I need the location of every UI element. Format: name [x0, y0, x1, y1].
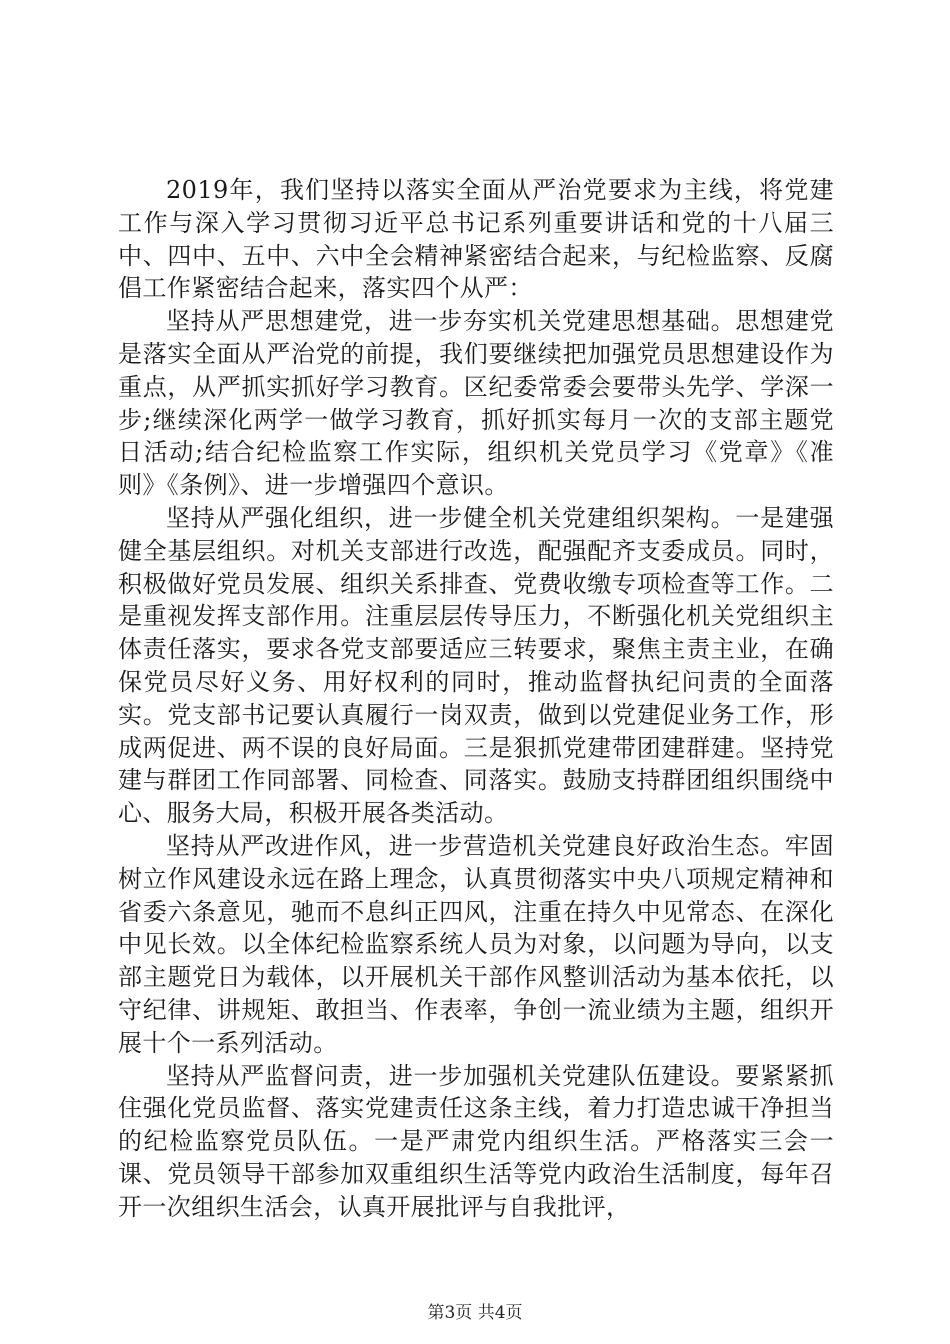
paragraph: 2019年，我们坚持以落实全面从严治党要求为主线，将党建工作与深入学习贯彻习近平总书记系列重要讲话和党的十八届三中、四中、五中、六中全会精神紧密结合起来，与纪检监察、反腐倡工作紧密结合起来，落实四个从严：	[118, 176, 834, 303]
paragraph: 坚持从严改进作风，进一步营造机关党建良好政治生态。牢固树立作风建设永远在路上理念，认真贯彻落实中央八项规定精神和省委六条意见，驰而不息纠正四风，注重在持久中见常态、在深化中见长效。以全体纪检监察系统人员为对象，以问题为导向，以支部主题党日为载体，以开展机关干部作风整训活动为基本依托，以守纪律、讲规矩、敢担当、作表率，争创一流业绩为主题，组织开展十个一系列活动。	[118, 831, 834, 1057]
paragraph: 坚持从严强化组织，进一步健全机关党建组织架构。一是建强健全基层组织。对机关支部进行改选，配强配齐支委成员。同时，积极做好党员发展、组织关系排查、党费收缴专项检查等工作。二是重视发挥支部作用。注重层层传导压力，不断强化机关党组织主体责任落实，要求各党支部要适应三转要求，聚焦主责主业，在确保党员尽好义务、用好权利的同时，推动监督执纪问责的全面落实。党支部书记要认真履行一岗双责，做到以党建促业务工作，形成两促进、两不误的良好局面。三是狠抓党建带团建群建。坚持党建与群团工作同部署、同检查、同落实。鼓励支持群团组织围绕中心、服务大局，积极开展各类活动。	[118, 503, 834, 828]
paragraph: 坚持从严思想建党，进一步夯实机关党建思想基础。思想建党是落实全面从严治党的前提，我们要继续把加强党员思想建设作为重点，从严抓实抓好学习教育。区纪委常委会要带头先学、学深一步;继续深化两学一做学习教育，抓好抓实每月一次的支部主题党日活动;结合纪检监察工作实际，组织机关党员学习《党章》《准则》《条例》、进一步增强四个意识。	[118, 307, 834, 500]
page-number-footer: 第3页 共4页	[427, 1303, 523, 1323]
document-body	[118, 174, 834, 1224]
paragraph: 坚持从严监督问责，进一步加强机关党建队伍建设。要紧紧抓住强化党员监督、落实党建责任这条主线，着力打造忠诚干净担当的纪检监察党员队伍。一是严肃党内组织生活。严格落实三会一课、党员领导干部参加双重组织生活等党内政治生活制度，每年召开一次组织生活会，认真开展批评与自我批评，	[118, 1061, 834, 1221]
